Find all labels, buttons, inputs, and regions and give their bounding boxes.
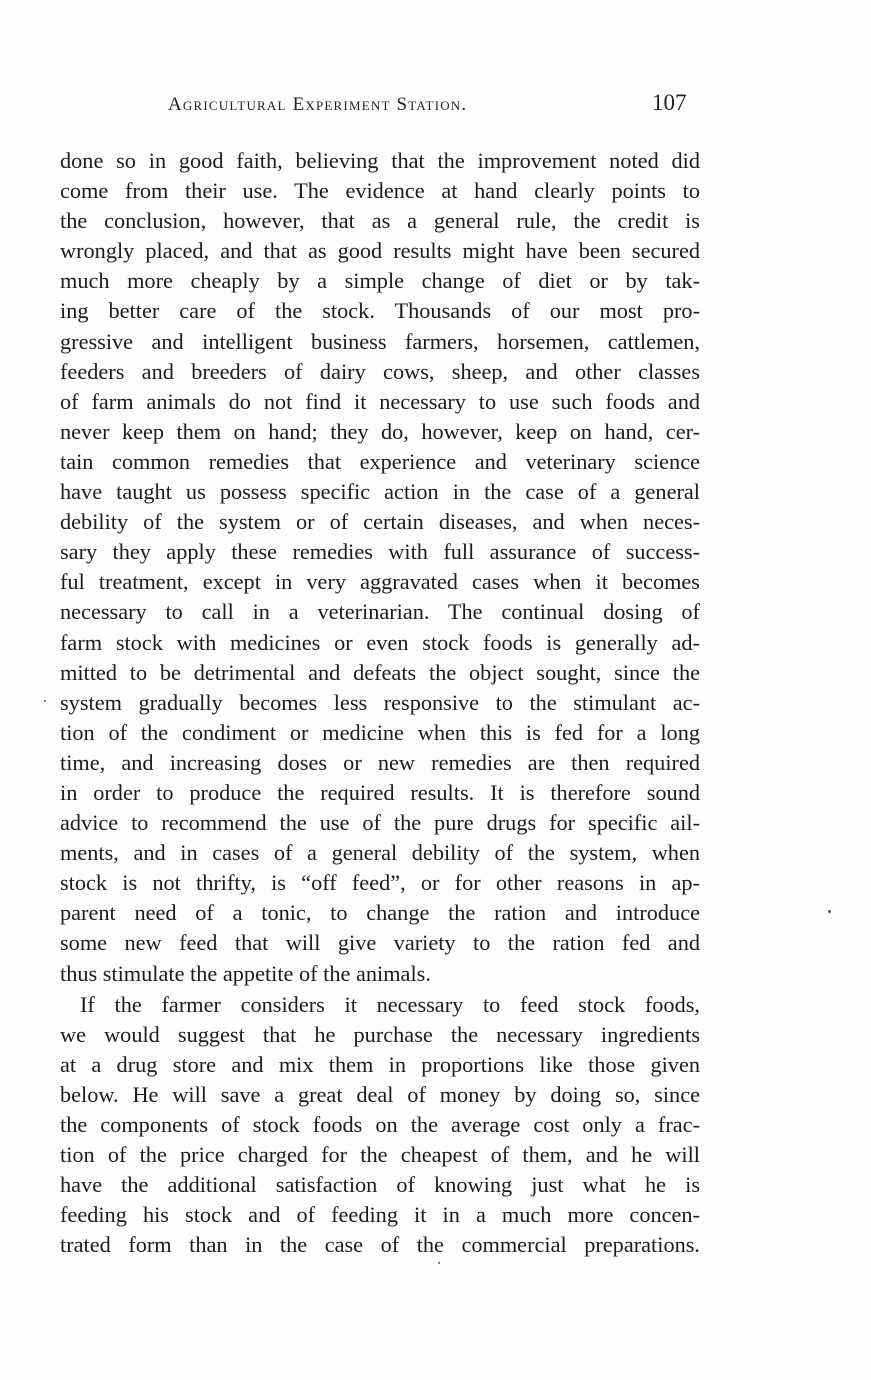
running-head-title: Agricultural Experiment Station. <box>168 94 468 115</box>
text-line: the components of stock foods on the average cost only a frac- <box>60 1112 700 1137</box>
text-line: advice to recommend the use of the pure drugs for specific ail- <box>60 810 700 836</box>
scan-speck <box>438 1262 440 1264</box>
text-line: the conclusion, however, that as a general rule, the credit is <box>60 208 700 234</box>
text-line: wrongly placed, and that as good results might have been secured <box>60 238 700 264</box>
text-line: below. He will save a great deal of money by doing so, since <box>60 1081 700 1107</box>
text-line: of farm animals do not find it necessary to use such foods and <box>60 388 700 414</box>
scan-speck <box>44 700 46 702</box>
text-line: parent need of a tonic, to change the ration and introduce <box>60 900 700 926</box>
text-line: in order to produce the required results. It is therefore sound <box>60 779 700 805</box>
text-line: tain common remedies that experience and veterinary science <box>60 448 700 474</box>
text-line: come from their use. The evidence at hand clearly points to <box>60 178 700 204</box>
text-line: at a drug store and mix them in proportions like those given <box>60 1051 700 1077</box>
scan-speck <box>828 910 831 913</box>
text-line: If the farmer considers it necessary to feed stock foods, <box>80 991 700 1017</box>
text-line: never keep them on hand; they do, however, keep on hand, cer- <box>60 418 700 444</box>
text-line: ing better care of the stock. Thousands of our most pro- <box>60 298 700 324</box>
text-line: feeding his stock and of feeding it in a much more concen- <box>60 1202 700 1228</box>
text-line: done so in good faith, believing that the improvement noted did <box>60 148 700 173</box>
text-line: tion of the condiment or medicine when this is fed for a long <box>60 719 700 745</box>
text-line: trated form than in the case of the commercial preparations. <box>60 1232 700 1258</box>
text-line: farm stock with medicines or even stock foods is generally ad- <box>60 629 700 655</box>
text-line: necessary to call in a veterinarian. The continual dosing of <box>60 599 700 625</box>
text-line: much more cheaply by a simple change of diet or by tak- <box>60 268 700 294</box>
paragraph-2 <box>60 990 700 1261</box>
text-line: we would suggest that he purchase the necessary ingredients <box>60 1021 700 1047</box>
text-line: system gradually becomes less responsive to the stimulant ac- <box>60 689 700 715</box>
text-line: ful treatment, except in very aggravated cases when it becomes <box>60 569 700 595</box>
text-line: feeders and breeders of dairy cows, sheep, and other classes <box>60 358 700 384</box>
text-line: have taught us possess specific action in the case of a general <box>60 479 700 505</box>
paragraph-1 <box>60 146 700 989</box>
text-line: ments, and in cases of a general debility of the system, when <box>60 840 700 866</box>
text-line: mitted to be detrimental and defeats the object sought, since the <box>60 659 700 685</box>
text-line: tion of the price charged for the cheapest of them, and he will <box>60 1142 700 1168</box>
text-line: sary they apply these remedies with full assurance of success- <box>60 539 700 565</box>
text-line: have the additional satisfaction of knowing just what he is <box>60 1172 700 1198</box>
text-line: debility of the system or of certain diseases, and when neces- <box>60 509 700 535</box>
page-number: 107 <box>652 90 687 115</box>
text-line: some new feed that will give variety to the ration fed and <box>60 930 700 956</box>
body-text <box>60 146 700 1260</box>
text-line: thus stimulate the appetite of the animals. <box>60 960 431 986</box>
text-line: stock is not thrifty, is “off feed”, or for other reasons in ap- <box>60 870 700 896</box>
text-line: gressive and intelligent business farmers, horsemen, cattlemen, <box>60 328 700 354</box>
text-line: time, and increasing doses or new remedies are then required <box>60 749 700 775</box>
